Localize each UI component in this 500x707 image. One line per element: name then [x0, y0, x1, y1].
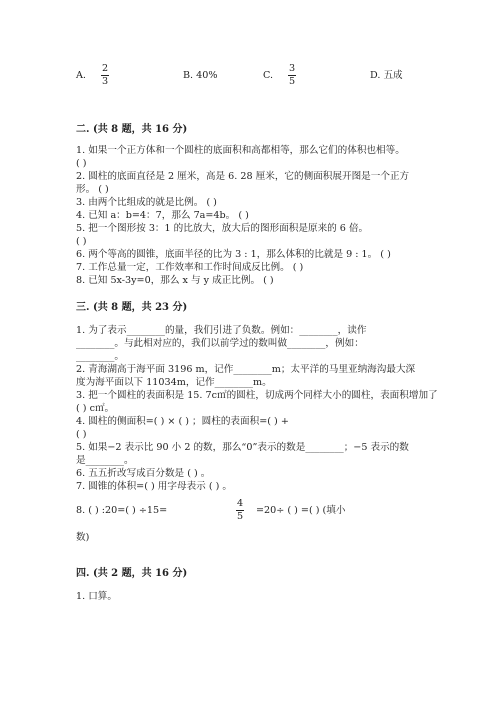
s2-q6: 6. 两个等高的圆锥，底面半径的比为 3 : 1，那么体积的比就是 9 : 1。 ( ): [76, 249, 391, 260]
s3-q8-start: 8. ( ) :20=( ) ÷15=: [76, 505, 168, 516]
s2-q2-wrap: 形。 ( ): [76, 184, 109, 195]
s3-q1-line2: ________。与此相对应的，我们以前学过的数叫做________，例如：: [76, 338, 364, 349]
s3-q6: 6. 五五折改写成百分数是 ( ) 。: [76, 468, 211, 479]
s3-q3: 3. 把一个圆柱的表面积是 15. 7c㎡的圆柱，切成两个同样大小的圆柱，表面积增加了: [76, 390, 438, 401]
choice-b: B. 40%: [183, 70, 218, 81]
s3-q8-fraction: [236, 499, 244, 522]
s3-q4: 4. 圆柱的侧面积=( ) × ( ) ；圆柱的表面积=( ) +: [76, 416, 289, 427]
s3-q8-denominator: 5: [236, 511, 244, 522]
section4-heading: 四. (共 2 题，共 16 分): [76, 568, 188, 579]
s3-q2-line2: 度为海平面以下 11034m，记作________m。: [76, 377, 272, 388]
choice-c-fraction: [288, 64, 296, 87]
s3-q8-end: =20÷ ( ) =( ) (填小: [256, 505, 346, 516]
s3-q5: 5. 如果−2 表示比 90 小 2 的数，那么“0”表示的数是________；−5 表示的数: [76, 442, 409, 453]
s4-q1: 1. 口算。: [76, 591, 117, 602]
s2-q1-paren: ( ): [76, 158, 87, 169]
s3-q1: 1. 为了表示________的量，我们引进了负数。例如：________，读作: [76, 325, 367, 336]
s3-q2: 2. 青海湖高于海平面 3196 m，记作________m；太平洋的马里亚纳海沟最大深: [76, 364, 416, 375]
s2-q5: 5. 把一个图形按 3：1 的比放大，放大后的图形面积是原来的 6 倍。: [76, 223, 369, 234]
choice-d: D. 五成: [370, 70, 403, 81]
section3-heading: 三. (共 8 题，共 23 分): [76, 302, 188, 313]
s3-q7: 7. 圆锥的体积=( ) 用字母表示 ( ) 。: [76, 481, 232, 492]
choice-a-denominator: 3: [101, 76, 109, 87]
s2-q1: 1. 如果一个正方体和一个圆柱的底面积和高都相等，那么它们的体积也相等。: [76, 145, 405, 156]
s2-q2: 2. 圆柱的底面直径是 2 厘米，高是 6. 28 厘米，它的侧面积展开图是一个正方: [76, 171, 410, 182]
s2-q4: 4. 已知 a：b=4：7，那么 7a=4b。 ( ): [76, 210, 249, 221]
choice-a-fraction: [101, 64, 109, 87]
s2-q3: 3. 由两个比组成的就是比例。 ( ): [76, 197, 217, 208]
section2-heading: 二. (共 8 题，共 16 分): [76, 124, 188, 135]
s2-q5-paren: ( ): [76, 236, 87, 247]
s3-q8-wrap: 数): [76, 532, 90, 543]
choice-c-label: C.: [263, 70, 274, 81]
s3-q8-numerator: 4: [236, 498, 244, 509]
choice-c-numerator: 3: [288, 63, 296, 74]
choice-a-label: A.: [76, 70, 86, 81]
s3-q5-line2: 是________。: [76, 455, 134, 466]
s3-q4-line2: ( ): [76, 429, 87, 440]
s3-q3-line2: ( ) c㎡。: [76, 403, 115, 414]
s2-q7: 7. 工作总量一定，工作效率和工作时间成反比例。 ( ): [76, 262, 304, 273]
choice-a-numerator: 2: [101, 63, 109, 74]
s3-q1-line3: ________。: [76, 351, 124, 362]
s2-q8: 8. 已知 5x-3y=0，那么 x 与 y 成正比例。 ( ): [76, 275, 274, 286]
choice-c-denominator: 5: [288, 76, 296, 87]
